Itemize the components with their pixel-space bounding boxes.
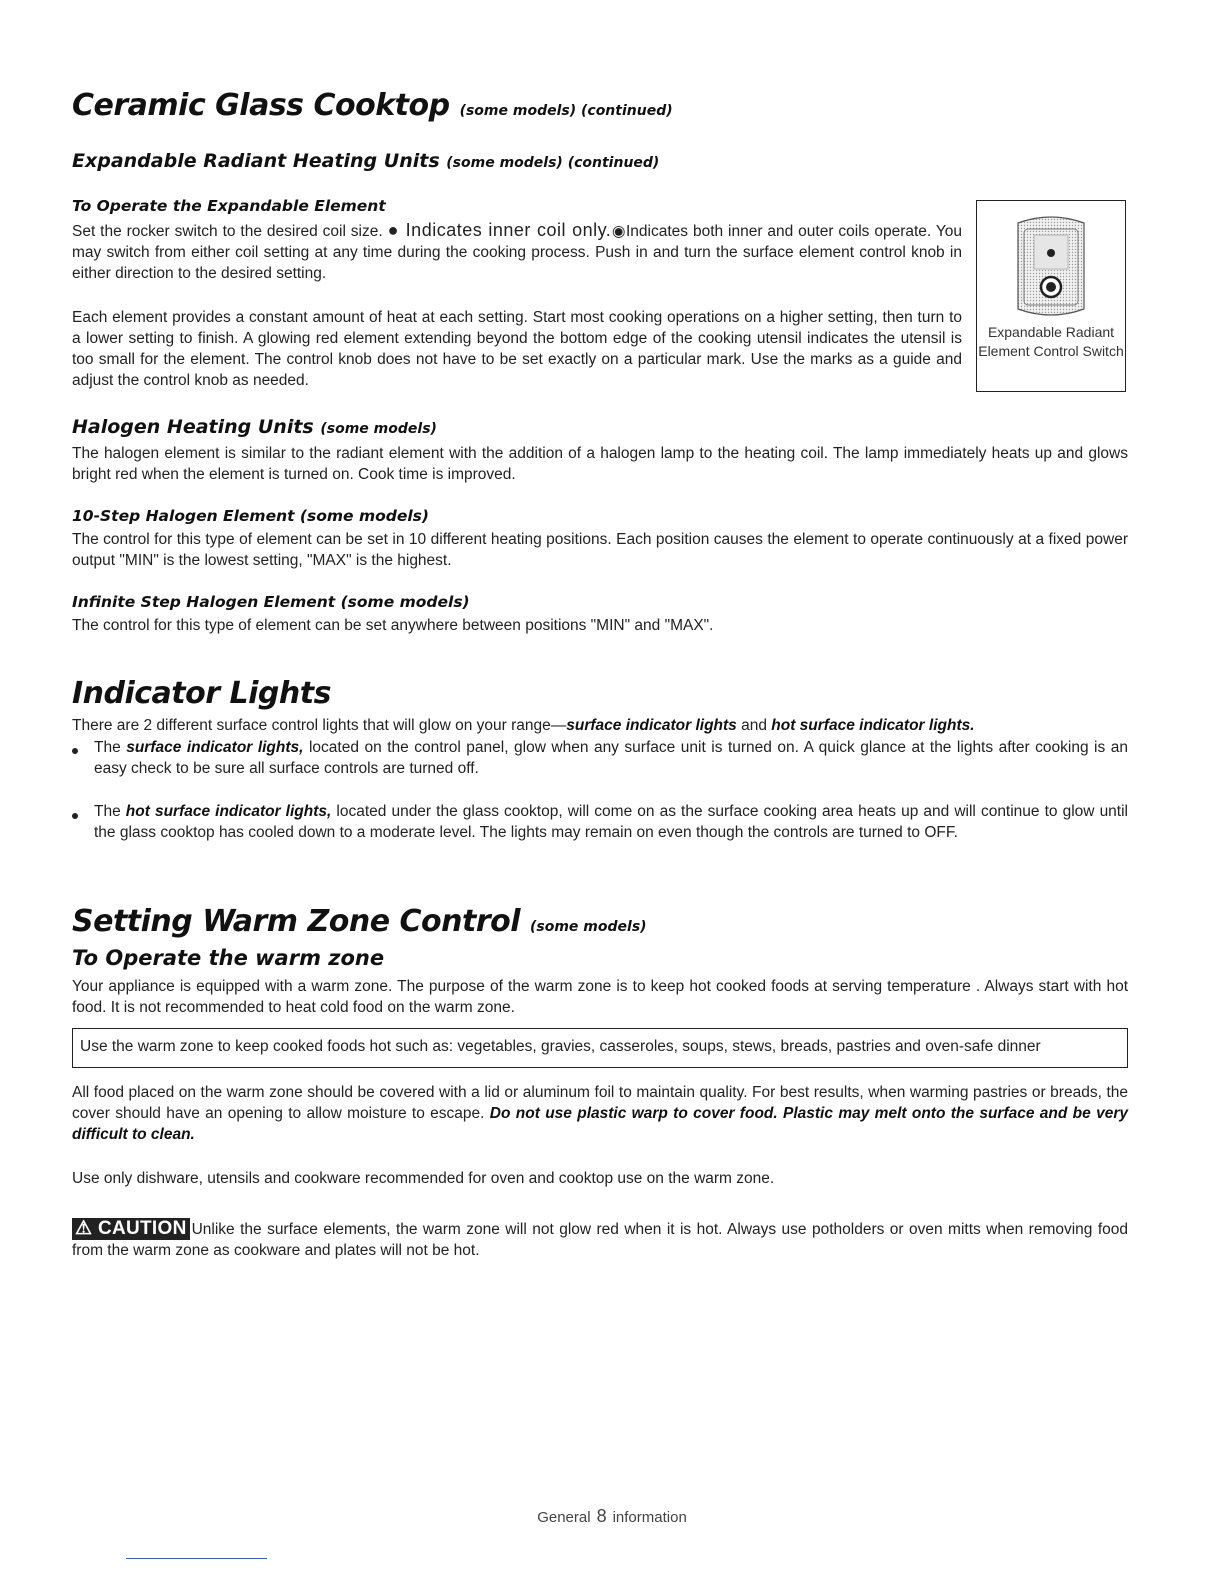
bullet-hot-surface-indicator — [94, 801, 1128, 843]
page-footer — [0, 1506, 1224, 1527]
paragraph-warm-zone-dishware: Use only dishware, utensils and cookware recommended for oven and cooktop use on the warm zone. — [72, 1170, 775, 1187]
paragraph-warm-zone-intro: Your appliance is equipped with a warm zone. The purpose of the warm zone is to keep hot cooked foods at serving temperature . Always start with hot food. It is not recommended to heat cold food on the warm zone. — [72, 978, 1128, 1016]
caution-text: Unlike the surface elements, the warm zone will not glow red when it is hot. Always use potholders or oven mitts when removing food from the warm zone as cookware and plates will not be hot. — [72, 1221, 1128, 1259]
heading-halogen — [72, 416, 437, 438]
warm-zone-foods-note: Use the warm zone to keep cooked foods hot such as: vegetables, gravies, casseroles, soups, stews, breads, pastries and oven-safe dinner — [72, 1028, 1128, 1068]
paragraph-caution — [72, 1218, 1128, 1261]
bullet-icon — [72, 813, 78, 819]
bullet-icon — [72, 748, 78, 754]
text-bold: surface indicator lights — [566, 717, 737, 734]
title-text: Ceramic Glass Cooktop — [72, 88, 450, 123]
text-part: ◉Indicates both inner and outer coils operate. You may switch from either coil setting at any time during the cooking process. Push in and turn the surface element control knob in either direction to the desired setting. — [72, 223, 963, 282]
footer-right: information — [612, 1509, 687, 1526]
text-part: Set the rocker switch to the desired coil size. — [72, 223, 388, 240]
heading-sub: (some models) — [320, 421, 437, 437]
section-title-ceramic — [72, 88, 673, 123]
text-bold: surface indicator lights, — [126, 739, 304, 756]
figure-control-switch — [976, 200, 1126, 392]
heading-expandable — [72, 150, 659, 172]
heading-text: Expandable Radiant Heating Units — [72, 150, 440, 172]
paragraph-warm-zone-cover — [72, 1082, 1128, 1145]
paragraph-halogen: The halogen element is similar to the radiant element with the addition of a halogen lamp to the heating coil. The lamp immediately heats up and glows bright red when the element is turned on. Cook time is improved. — [72, 445, 1128, 483]
warning-triangle-icon: ⚠ — [75, 1218, 93, 1239]
heading-infinite-step: Infinite Step Halogen Element (some models) — [72, 593, 470, 611]
text-part: and — [736, 717, 772, 734]
heading-operate-expandable: To Operate the Expandable Element — [72, 197, 386, 215]
title-text: Setting Warm Zone Control — [72, 904, 521, 939]
text-part: The — [94, 739, 127, 756]
text-bold: Do not use plastic warp to cover food. Plastic may melt onto the surface and be very difficult to clean. — [72, 1105, 1128, 1143]
page-number: 8 — [596, 1506, 607, 1526]
text-part: There are 2 different surface control lights that will glow on your range— — [72, 717, 567, 734]
paragraph-infinite-step: The control for this type of element can be set anywhere between positions "MIN" and "MAX". — [72, 617, 714, 634]
footer-left: General — [537, 1509, 591, 1526]
footer-rule — [126, 1558, 267, 1559]
bullet-surface-indicator — [94, 737, 1128, 779]
rocker-switch-illustration — [1014, 215, 1088, 317]
paragraph-10-step: The control for this type of element can be set in 10 different heating positions. Each position causes the element to operate continuously at a fixed power output "MIN" is the lowest setting, "MAX" is the highest. — [72, 531, 1128, 569]
heading-10-step: 10-Step Halogen Element (some models) — [72, 507, 429, 525]
title-sub: (some models) (continued) — [459, 103, 673, 119]
text-part: The — [94, 803, 126, 820]
section-title-indicator: Indicator Lights — [72, 676, 331, 711]
text-part: located on the control panel, glow when any surface unit is turned on. A quick glance at the lights after cooking is an easy check to be sure all surface controls are turned off. — [94, 739, 1128, 777]
heading-text: Halogen Heating Units — [72, 416, 314, 438]
text-part: All food placed on the warm zone should be covered with a lid or aluminum foil to maintain quality. For best results, when warming pastries or breads, the cover should have an opening to allow moisture to escape. — [72, 1084, 1128, 1122]
figure-caption: Expandable Radiant Element Control Switch — [978, 324, 1124, 359]
text-part: located under the glass cooktop, will come on as the surface cooking area heats up and will continue to glow until the glass cooktop has cooled down to a moderate level. The lights may remain on even though the controls are turned to OFF. — [94, 803, 1128, 841]
caution-badge — [72, 1218, 190, 1240]
paragraph-operate — [72, 220, 962, 284]
text-bold: hot surface indicator lights. — [771, 717, 975, 734]
caution-label: CAUTION — [97, 1218, 187, 1239]
section-title-warm-zone — [72, 904, 647, 939]
text-inner-coil: ● Indicates inner coil only. — [387, 220, 612, 240]
text-bold: hot surface indicator lights, — [125, 803, 332, 820]
paragraph-indicator-intro — [72, 715, 1128, 736]
title-sub: (some models) — [529, 919, 647, 935]
heading-sub: (some models) (continued) — [446, 155, 660, 171]
paragraph-heat-settings: Each element provides a constant amount of heat at each setting. Start most cooking operations on a higher setting, then turn to a lower setting to finish. A glowing red element extending beyond the bottom edge of the cooking utensil indicates the utensil is too small for the element. The control knob does not have to be set exactly on a particular mark. Use the marks as a guide and adjust the control knob as needed. — [72, 309, 962, 389]
heading-operate-warm-zone: To Operate the warm zone — [72, 946, 385, 970]
